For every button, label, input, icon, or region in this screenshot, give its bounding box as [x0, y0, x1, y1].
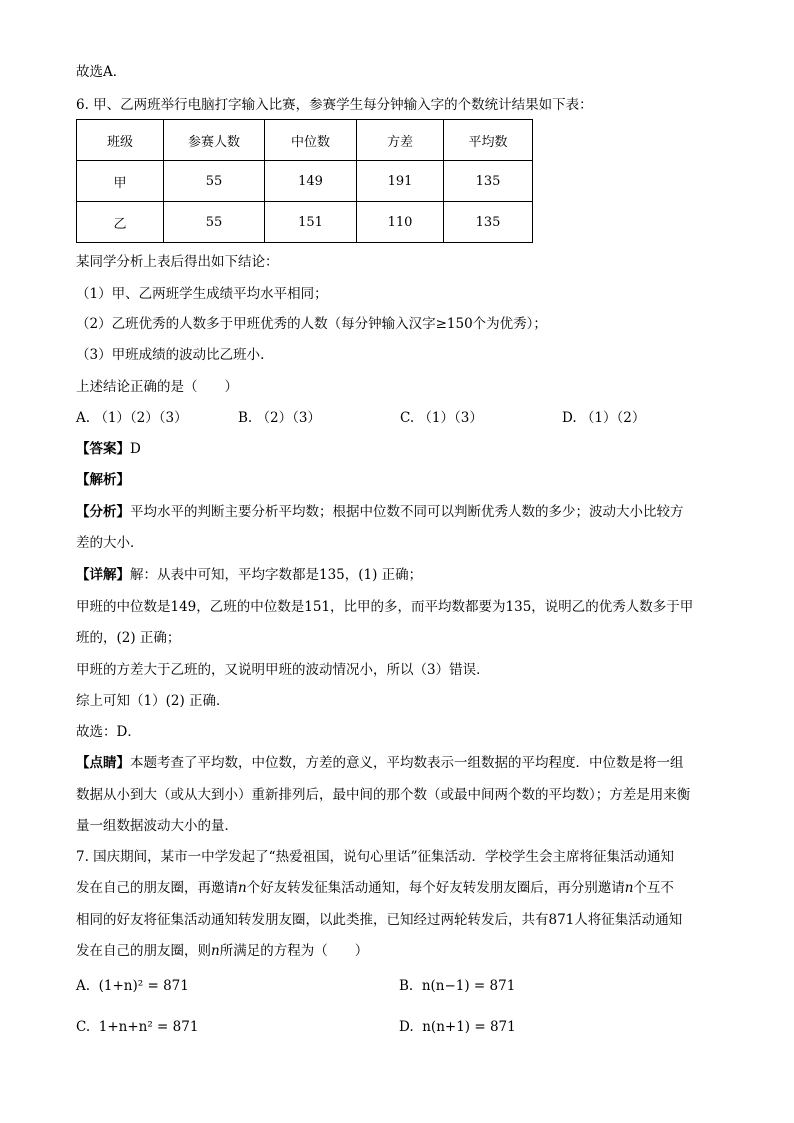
explain-label: 【解析】: [76, 472, 130, 488]
previous-answer: 故选A．: [76, 64, 127, 80]
q6-option-b: B. （2）（3）: [238, 410, 321, 426]
variable-n: n: [624, 880, 634, 896]
q7-text: 发在自己的朋友圈，再邀请: [76, 880, 238, 896]
table-cell: 191: [357, 161, 444, 202]
comment-text: 本题考查了平均数，中位数，方差的意义，平均数表示一组数据的平均程度．中位数是将一组: [130, 755, 684, 771]
q6-stats-table: [76, 119, 533, 243]
q7-line-1: 7. 国庆期间，某市一中学发起了“热爱祖国，说句心里话”征集活动．学校学生会主席将征集活动通知: [76, 849, 674, 865]
q6-option-d: D. （1）（2）: [562, 410, 646, 426]
table-header-cell: 班级: [77, 120, 164, 161]
table-cell: 55: [164, 202, 265, 243]
variable-n: n: [238, 880, 247, 896]
table-header-cell: 中位数: [265, 120, 357, 161]
q7-option-c: [76, 1017, 198, 1037]
option-label: D.: [399, 1019, 414, 1035]
table-cell: 55: [164, 161, 265, 202]
detail-line-3: 班的，(2) 正确；: [76, 630, 181, 646]
table-cell: 151: [265, 202, 357, 243]
option-label: A.: [76, 978, 91, 994]
option-expr: (1+n)² = 871: [98, 978, 189, 994]
q7-option-b: [399, 976, 515, 996]
comment-line-1: [76, 753, 684, 773]
detail-label: 【详解】: [76, 567, 130, 583]
analysis-label: 【分析】: [76, 504, 130, 520]
q7-line-3: 相同的好友将征集活动通知转发朋友圈，以此类推，已知经过两轮转发后，共有871人将征集活动通知: [76, 912, 683, 928]
q7-text: 个好友转发征集活动通知，每个好友转发朋友圈后，再分别邀请: [246, 880, 625, 896]
q6-question: 上述结论正确的是（ ）: [76, 379, 238, 395]
q6-conclusion-3: （3）甲班成绩的波动比乙班小.: [76, 347, 265, 363]
q7-text: 个互不: [633, 880, 674, 896]
variable-n: n: [211, 943, 220, 959]
table-cell: 135: [444, 202, 533, 243]
table-header-cell: 平均数: [444, 120, 533, 161]
table-cell: 110: [357, 202, 444, 243]
detail-line-6: 故选：D．: [76, 724, 141, 740]
table-cell: 149: [265, 161, 357, 202]
analysis-line-1: [76, 502, 684, 522]
q6-stem: 6. 甲、乙两班举行电脑打字输入比赛，参赛学生每分钟输入字的个数统计结果如下表：: [76, 97, 593, 113]
analysis-line-2: 差的大小．: [76, 535, 144, 551]
q7-option-a: [76, 976, 189, 996]
option-label: B.: [399, 978, 414, 994]
analysis-text: 平均水平的判断主要分析平均数；根据中位数不同可以判断优秀人数的多少；波动大小比较方: [130, 504, 684, 520]
detail-line-4: 甲班的方差大于乙班的，又说明甲班的波动情况小，所以（3）错误．: [76, 662, 490, 678]
table-cell: 135: [444, 161, 533, 202]
detail-line-5: 综上可知（1）(2) 正确．: [76, 693, 230, 709]
table-header-cell: 方差: [357, 120, 444, 161]
q6-conclusion-1: （1）甲、乙两班学生成绩平均水平相同；: [76, 286, 328, 302]
answer-label: 【答案】: [76, 441, 130, 457]
detail-text: 解：从表中可知，平均字数都是135，(1) 正确；: [130, 567, 423, 583]
q6-answer: [76, 439, 141, 459]
table-row: [77, 202, 533, 243]
detail-line-1: [76, 565, 422, 585]
table-header-cell: 参赛人数: [164, 120, 265, 161]
option-expr: n(n−1) = 871: [421, 978, 516, 994]
option-expr: n(n+1) = 871: [422, 1019, 516, 1035]
option-expr: 1+n+n² = 871: [98, 1019, 199, 1035]
answer-value: D: [130, 441, 141, 457]
q6-conclusion-2: （2）乙班优秀的人数多于甲班优秀的人数（每分钟输入汉字≥150个为优秀）；: [76, 316, 547, 332]
q6-intro: 某同学分析上表后得出如下结论：: [76, 254, 279, 270]
q6-option-c: C. （1）（3）: [400, 410, 483, 426]
table-row: [77, 161, 533, 202]
comment-label: 【点睛】: [76, 755, 130, 771]
table-cell: 甲: [77, 161, 164, 202]
q7-line-4: [76, 941, 368, 961]
option-label: C.: [76, 1019, 91, 1035]
q7-option-d: [399, 1017, 516, 1037]
detail-line-2: 甲班的中位数是149，乙班的中位数是151，比甲的多，而平均数都要为135，说明乙的优秀人数多于甲: [76, 599, 694, 615]
table-header-row: [77, 120, 533, 161]
comment-line-2: 数据从小到大（或从大到小）重新排列后，最中间的那个数（或最中间两个数的平均数）；方差是用来衡: [76, 787, 691, 803]
comment-line-3: 量一组数据波动大小的量．: [76, 818, 238, 834]
q6-option-a: A. （1）（2）（3）: [76, 410, 188, 426]
q7-line-2: [76, 878, 674, 898]
q7-text: 发在自己的朋友圈，则: [76, 943, 211, 959]
q7-text: 所满足的方程为（ ）: [219, 943, 369, 959]
table-cell: 乙: [77, 202, 164, 243]
